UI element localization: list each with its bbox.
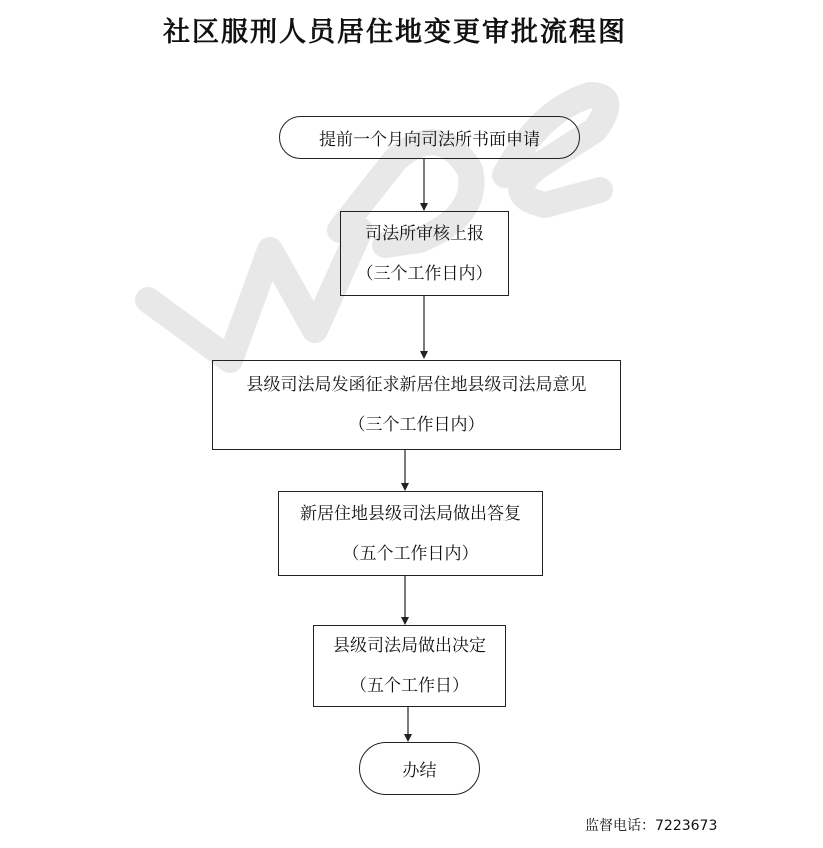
step-3-line2: （三个工作日内） bbox=[348, 415, 485, 435]
end-terminator bbox=[359, 742, 480, 795]
step-5-line2: （五个工作日） bbox=[350, 676, 469, 696]
page-title: 社区服刑人员居住地变更审批流程图 bbox=[163, 17, 627, 48]
supervision-hotline bbox=[585, 815, 717, 835]
step-3-line1: 县级司法局发函征求新居住地县级司法局意见 bbox=[246, 375, 587, 395]
hotline-number: 7223673 bbox=[655, 818, 718, 834]
step-4-line2: （五个工作日内） bbox=[342, 543, 479, 564]
hotline-label: 监督电话： bbox=[585, 818, 655, 834]
step-5-box bbox=[313, 625, 506, 707]
step-1-text: 提前一个月向司法所书面申请 bbox=[319, 130, 540, 150]
step-6-text: 办结 bbox=[402, 761, 437, 781]
step-2-line1: 司法所审核上报 bbox=[365, 223, 484, 244]
step-4-box bbox=[278, 491, 543, 576]
step-4-line1: 新居住地县级司法局做出答复 bbox=[300, 503, 521, 524]
start-terminator bbox=[279, 116, 580, 159]
step-2-box bbox=[340, 211, 509, 296]
step-3-box bbox=[212, 360, 621, 450]
step-5-line1: 县级司法局做出决定 bbox=[333, 636, 486, 656]
step-2-line2: （三个工作日内） bbox=[356, 263, 493, 284]
